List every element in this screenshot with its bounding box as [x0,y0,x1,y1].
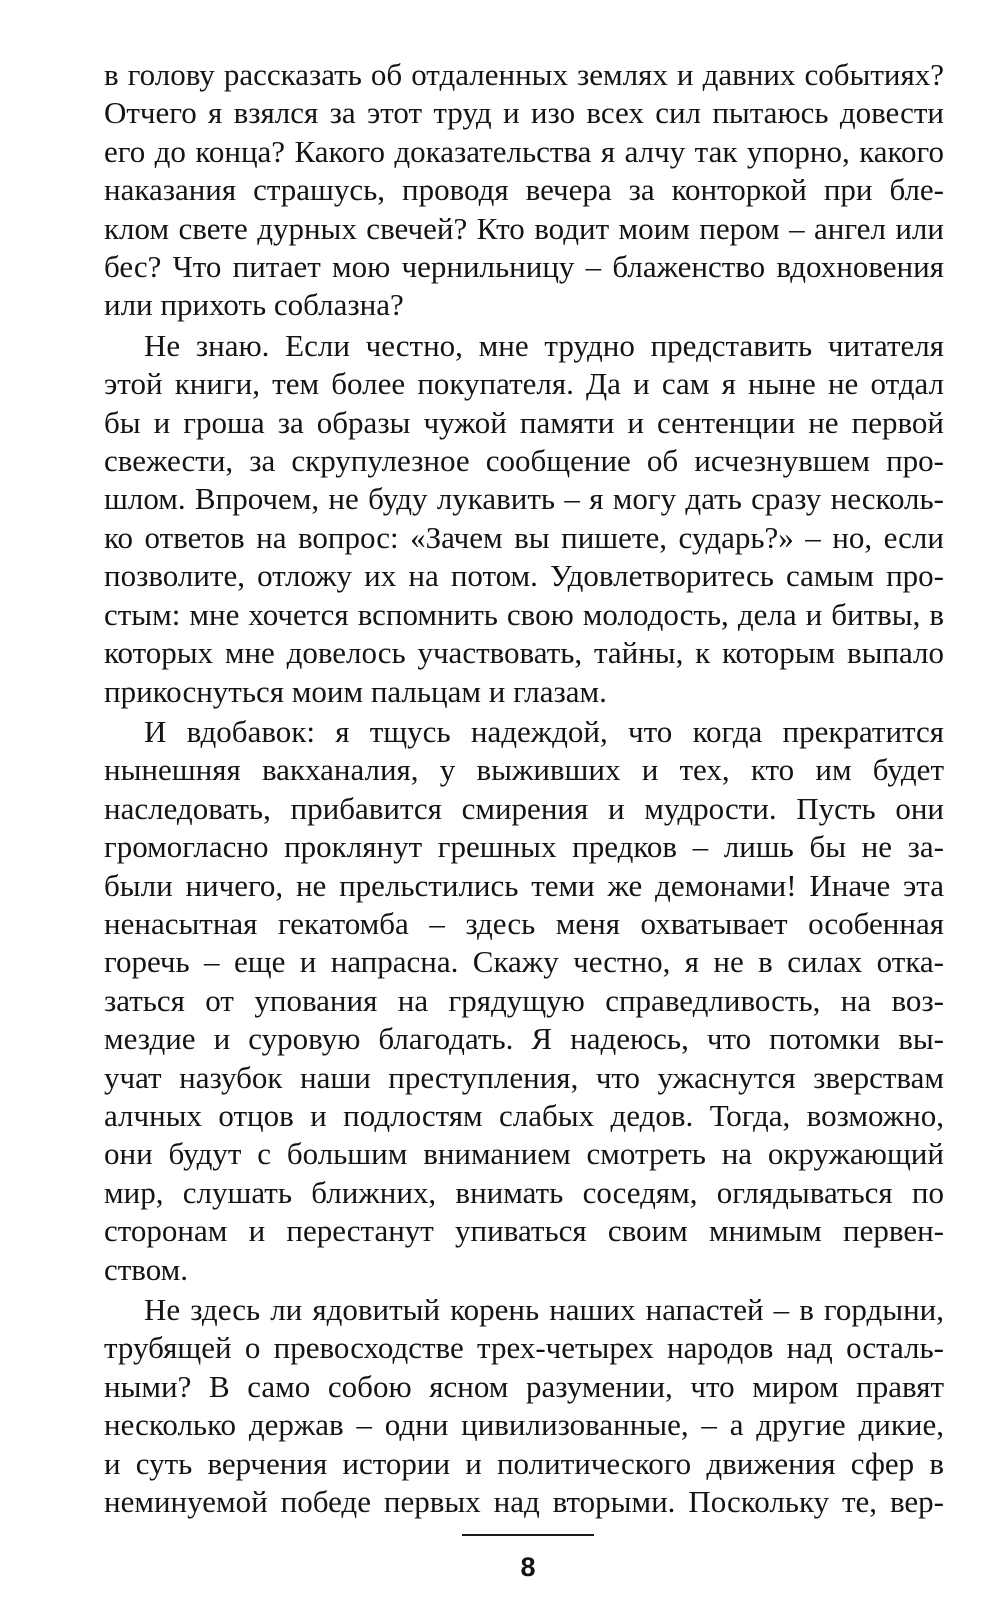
text-line: которых мне довелось участвовать, тайны, к которым выпало [104,635,944,671]
paragraph [104,713,944,1289]
text-line: нынешняя вакханалия, у выживших и тех, кто им будет [104,752,944,788]
text-line: ными? В само собою ясном разумении, что миром правят [104,1368,944,1404]
text-line: Не знаю. Если честно, мне трудно представить читателя [144,327,944,363]
text-line: горечь – еще и напрасна. Скажу честно, я не в силах отка- [104,944,944,980]
text-line: несколько держав – одни цивилизованные, – а другие дикие, [104,1407,944,1443]
text-line: учат назубок наши преступления, что ужаснутся зверствам [104,1059,944,1095]
text-line: неминуемой победе первых над вторыми. Поскольку те, вер- [104,1484,944,1520]
text-line: клом свете дурных свечей? Кто водит моим пером – ангел или [104,210,944,246]
text-line: Не здесь ли ядовитый корень наших напастей – в гордыни, [144,1292,944,1327]
text-line: алчных отцов и подлостям слабых дедов. Тогда, возможно, [104,1097,944,1133]
footer-rule [462,1534,594,1536]
text-line: Отчего я взялся за этот труд и изо всех сил пытаюсь довести [104,95,944,131]
text-line: его до конца? Какого доказательства я алчу так упорно, какого [104,133,944,169]
text-line: ством. [104,1251,189,1287]
text-line: стым: мне хочется вспомнить свою молодость, дела и битвы, в [104,596,944,632]
text-line: шлом. Впрочем, не буду лукавить – я могу дать сразу несколь- [104,481,944,517]
text-line: позволите, отложу их на потом. Удовлетворитесь самым про- [104,558,944,594]
text-line: наказания страшусь, проводя вечера за конторкой при бле- [104,172,944,208]
text-line: и суть верчения истории и политического движения сфер в [104,1445,944,1481]
text-line: сторонам и перестанут упиваться своим мнимым первен- [104,1213,944,1249]
paragraph [104,56,944,325]
text-line: свежести, за скрупулезное сообщение об исчезнувшем про- [104,443,944,479]
text-line: И вдобавок: я тщусь надеждой, что когда прекратится [144,713,944,749]
page-number: 8 [520,1552,536,1582]
text-line: были ничего, не прельстились теми же демонами! Иначе эта [104,867,944,903]
text-line: прикоснуться моим пальцам и глазам. [104,673,607,709]
text-line: наследовать, прибавится смирения и мудрости. Пусть они [104,790,944,826]
text-line: или прихоть соблазна? [104,287,404,323]
paragraph [104,1291,944,1521]
text-line: ненасытная гекатомба – здесь меня охватывает особенная [104,905,944,941]
text-line: мездие и суровую благодать. Я надеюсь, что потомки вы- [104,1021,944,1057]
text-line: мир, слушать ближних, внимать соседям, оглядываться по [104,1174,944,1210]
text-line: бы и гроша за образы чужой памяти и сентенции не первой [104,404,944,440]
text-line: трубящей о превосходстве трех-четырех народов над осталь- [104,1330,944,1366]
text-line: они будут с большим вниманием смотреть на окружающий [104,1136,944,1172]
text-line: бес? Что питает мою чернильницу – блаженство вдохновения [104,249,944,285]
text-line: заться от упования на грядущую справедливость, на воз- [104,982,944,1018]
text-line: ко ответов на вопрос: «Зачем вы пишете, сударь?» – но, если [104,519,944,555]
text-line: этой книги, тем более покупателя. Да и сам я ныне не отдал [104,366,944,402]
text-line: в голову рассказать об отдаленных землях и давних событиях? [104,57,944,92]
text-line: громогласно проклянут грешных предков – лишь бы не за- [104,829,944,865]
paragraph [104,327,944,711]
page-body [104,56,944,1521]
